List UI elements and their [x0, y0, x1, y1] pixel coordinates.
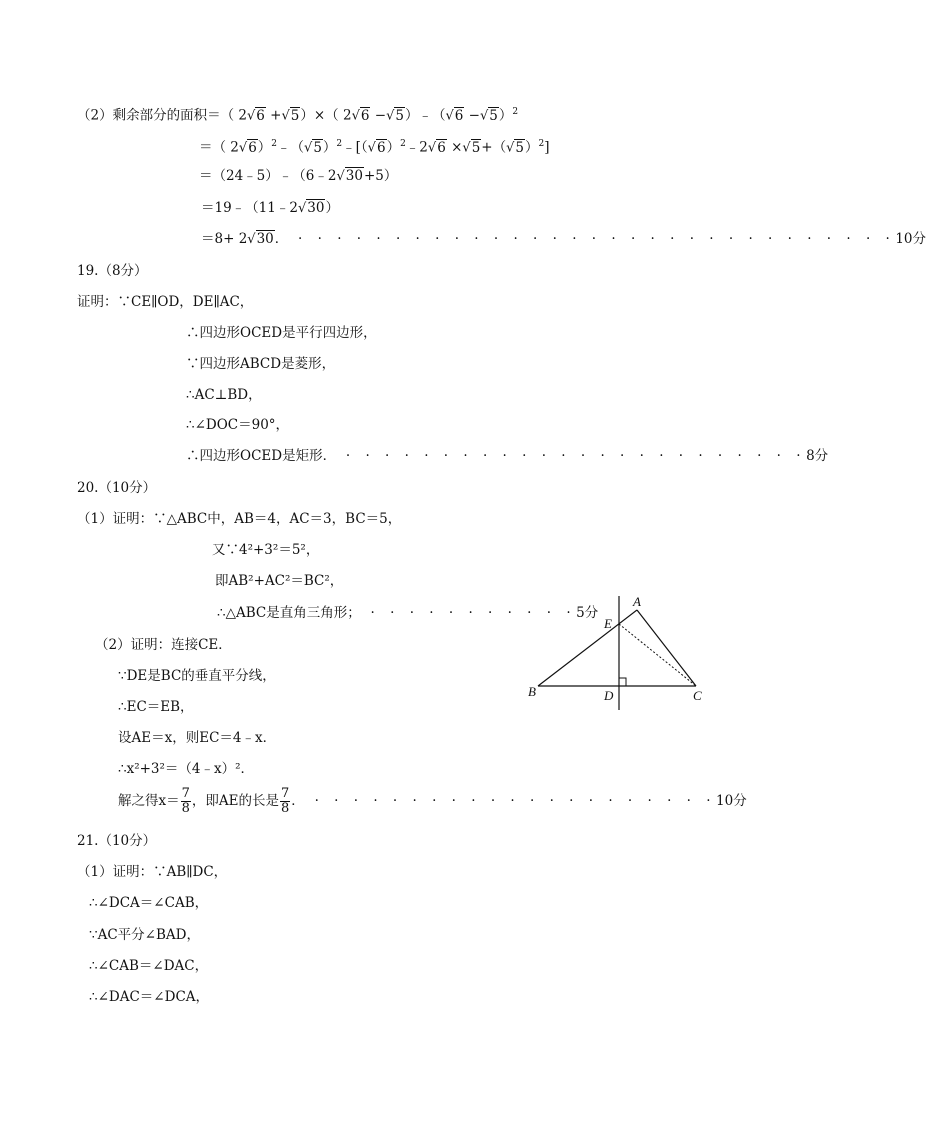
- q21-line-5: ∴∠DAC＝∠DCA，: [89, 989, 210, 1005]
- area-line-1: （2）剩余部分的面积＝（ 2√6 +√5）×（ 2√6 −√5）﹣（√6 −√5）$^2$: [77, 107, 519, 124]
- q21-line-1: （1）证明：∵AB∥DC，: [77, 864, 228, 880]
- area-line-5-start: ＝8+ 2: [201, 231, 248, 247]
- label-e: E: [604, 616, 612, 631]
- q19-line-6: ∴四边形OCED是矩形． · · · · · · · · · · · · · · · · · · · · · · · ·8分: [186, 448, 829, 464]
- q20-p1-conclusion: ∴△ABC是直角三角形；: [217, 605, 361, 621]
- q20-solution-text: 解之得x＝: [118, 793, 180, 809]
- q20-p2-line-3: ∴EC＝EB，: [118, 699, 194, 715]
- q21-header: 21.（10分）: [77, 833, 157, 849]
- fraction-denominator: 8: [281, 801, 290, 816]
- fraction-ae: [280, 787, 290, 816]
- q20-p2-score: 10分: [716, 793, 747, 809]
- fraction-numerator: 7: [181, 786, 190, 801]
- fraction-x: [181, 787, 191, 816]
- q19-score: 8分: [806, 448, 829, 464]
- q20-p1-line-2: 又∵4²+3²＝5²，: [212, 542, 320, 558]
- q19-line-4: ∴AC⊥BD，: [186, 387, 262, 403]
- segment-ba: [538, 610, 637, 686]
- fraction-denominator: 8: [181, 801, 190, 816]
- area-line-3-start: ＝（24﹣5）﹣（6﹣2: [199, 168, 337, 184]
- label-a: A: [633, 594, 641, 609]
- q21-line-4: ∴∠CAB＝∠DAC，: [89, 958, 209, 974]
- area-line-4-end: ）: [325, 200, 339, 216]
- q20-p2-line-2: ∵DE是BC的垂直平分线，: [118, 668, 276, 684]
- q20-p1-line-3: 即AB²+AC²＝BC²，: [215, 573, 344, 589]
- q20-p1-score: 5分: [576, 605, 599, 621]
- area-line-5: ＝8+ 2√30． · · · · · · · · · · · · · · · · · · · · · · · · · · · · · · ·10分: [201, 231, 926, 247]
- q20-p2-line-5: ∴x²+3²＝（4﹣x）²．: [118, 761, 255, 777]
- q19-line-2: ∴四边形OCED是平行四边形，: [186, 325, 377, 341]
- q21-line-2: ∴∠DCA＝∠CAB，: [89, 895, 209, 911]
- area-line-4: ＝19﹣（11﹣2√30）: [201, 200, 339, 216]
- q19-line-3: ∵四边形ABCD是菱形，: [186, 356, 336, 372]
- label-c: C: [693, 688, 702, 703]
- area-label: （2）剩余部分的面积＝: [77, 107, 221, 124]
- triangle-figure: [520, 592, 720, 717]
- q19-header: 19.（8分）: [77, 263, 148, 279]
- area-score: 10分: [895, 231, 926, 247]
- q21-line-3: ∵AC平分∠BAD，: [89, 927, 200, 943]
- q20-p2-line-6: 解之得x＝ $\frac{7}{8}$ ，即AE的长是 $\frac{7}{8}$ ． · · · · · · · · · · · · · · · · · · · · ·10分: [118, 786, 747, 816]
- label-b: B: [528, 684, 536, 699]
- fraction-numerator: 7: [281, 786, 290, 801]
- q20-p1-line-1: （1）证明：∵△ABC中，AB＝4，AC＝3，BC＝5，: [77, 511, 402, 527]
- segment-ce-dashed: [619, 624, 696, 686]
- q20-p2-line-1: （2）证明：连接CE．: [95, 637, 232, 653]
- area-line-3-end: +5）: [363, 168, 398, 184]
- q19-line-5: ∴∠DOC＝90°，: [186, 417, 290, 433]
- segment-ac: [637, 610, 696, 686]
- q20-p2-line-4: 设AE＝x，则EC＝4﹣x．: [118, 730, 277, 746]
- q20-p1-line-4: ∴△ABC是直角三角形； · · · · · · · · · · ·5分: [217, 605, 599, 621]
- q19-line-1: 证明：∵CE∥OD，DE∥AC，: [77, 294, 254, 310]
- area-line-2: ＝（ $2√6)^2﹣(√5)^2﹣[(√6)^2﹣2√6 \times√5+(√5)^2]$: [199, 139, 550, 156]
- right-angle-mark: [619, 678, 626, 686]
- q19-conclusion: ∴四边形OCED是矩形．: [186, 448, 337, 464]
- label-d: D: [604, 688, 614, 703]
- q20-answer-text: ，即AE的长是: [191, 793, 280, 809]
- q20-header: 20.（10分）: [77, 480, 157, 496]
- area-line-4-start: ＝19﹣（11﹣2: [201, 200, 298, 216]
- area-line-3: ＝（24﹣5）﹣（6﹣2√30+5）: [199, 168, 398, 184]
